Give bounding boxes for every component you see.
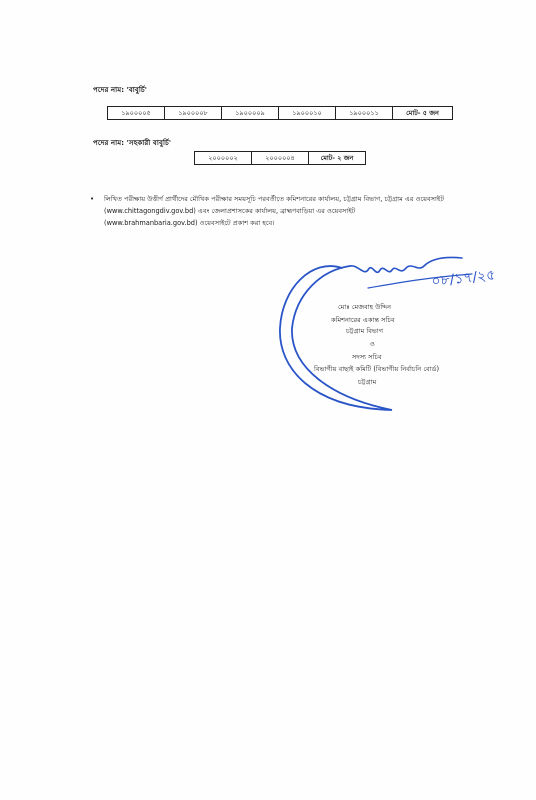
signatory-conjunction: ও — [370, 340, 375, 348]
notice-text: লিখিত পরীক্ষায় উত্তীর্ণ প্রার্থীদের মৌখিক পরীক্ষার সময়সূচি পরবর্তীতে কমিশনারের কার্যালয়, চট্টগ্রাম বিভাগ, চট্টগ্রাম এর ওয়েবসাইট (www.chittagongdiv.gov.bd) এবং জেলাপ্রশাসকের কার্যালয়, ব্রাহ্মণবাড়িয়া এর ওয়েবসাইট (www.brahmanbaria.gov.bd) ওয়েবসাইটে প্রকাশ করা হবে। — [104, 195, 444, 227]
post-title-assistant-cook: পদের নাম: 'সহকারী বাবুর্চি' — [93, 139, 172, 147]
roll-cell: ১৯০০০০৫ — [108, 107, 165, 120]
roll-cell: ১৯০০০১০ — [279, 107, 336, 120]
handwritten-signature — [272, 248, 512, 418]
roll-cell: ১৯০০০০৮ — [165, 107, 222, 120]
signatory-name: মোঃ মেজবাহ উদ্দিন — [338, 303, 392, 311]
notice-paragraph — [90, 193, 445, 229]
signatory-office: চট্টগ্রাম বিভাগ — [346, 327, 384, 335]
total-cell: মোট- ৫ জন — [393, 107, 453, 120]
roll-cell: ২০০০০০২ — [195, 152, 252, 165]
signatory-designation: কমিশনারের একান্ত সচিব — [331, 316, 395, 324]
table-row — [108, 107, 453, 120]
roll-cell: ১৯০০০০৯ — [222, 107, 279, 120]
signatory-city: চট্টগ্রাম — [358, 378, 377, 386]
roll-cell: ১৯০০০১১ — [336, 107, 393, 120]
table-row — [195, 152, 366, 165]
roll-cell: ২০০০০০৪ — [252, 152, 309, 165]
signatory-role: সদস্য সচিব — [352, 353, 382, 361]
roll-table-assistant-cook — [194, 151, 366, 165]
signatory-committee: বিভাগীয় বাছাই কমিটি (বিভাগীয় নির্বাচনি বোর্ড) — [314, 365, 440, 373]
post-title-cook: পদের নাম: 'বাবুর্চি' — [93, 86, 148, 94]
total-cell: মোট- ২ জন — [309, 152, 366, 165]
roll-table-cook — [107, 106, 453, 120]
signature-date: ০৮/১৭/২৫ — [430, 267, 497, 290]
bullet-icon: • — [90, 195, 95, 203]
